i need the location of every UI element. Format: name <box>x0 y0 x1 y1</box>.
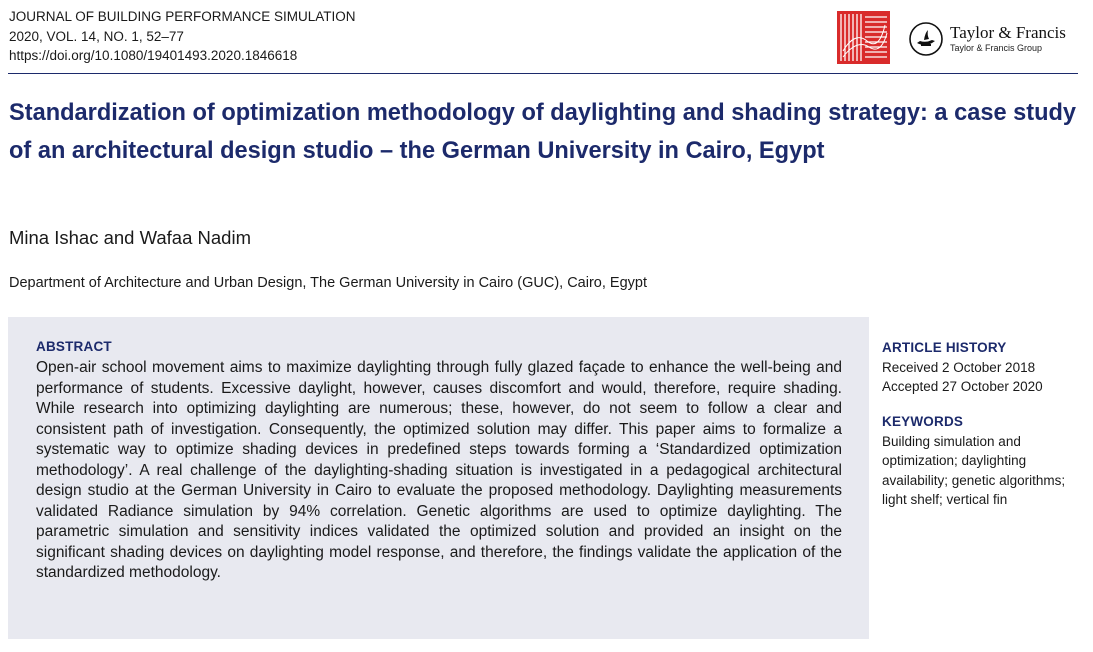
journal-meta <box>9 7 356 66</box>
journal-crest-icon <box>837 11 890 64</box>
journal-volume: 2020, VOL. 14, NO. 1, 52–77 <box>9 28 184 44</box>
affiliation: Department of Architecture and Urban Design, The German University in Cairo (GUC), Cairo, Egypt <box>9 275 647 291</box>
journal-name: JOURNAL OF BUILDING PERFORMANCE SIMULATION <box>9 9 356 24</box>
accepted-date: Accepted 27 October 2020 <box>882 379 1043 394</box>
abstract-text: Open-air school movement aims to maximize daylighting through fully glazed façade to enhance the well-being and performance of students. Excessive daylight, however, causes discomfort and would, therefore, require shading. While research into optimizing daylighting are numerous; these, however, do not seem to follow a clear and consistent path of investigation. Consequently, the optimized solution may differ. This paper aims to formalize a systematic way to optimize shading devices in predefined steps towards forming a ‘Standardized optimization methodology’. A real challenge of the daylighting-shading situation is investigated in a pedagogical architectural design studio at the German University in Cairo to evaluate the proposed methodology. Daylighting measurements validated Radiance simulation by 94% correlation. Genetic algorithms are used to optimize daylighting. The parametric simulation and sensitivity indices validated the optimized solution and provided an insight on the significant shading devices on daylighting model response, and therefore, the findings validate the application of the standardized methodology. <box>36 359 842 581</box>
keywords-heading: KEYWORDS <box>882 414 964 429</box>
doi-link[interactable]: https://doi.org/10.1080/19401493.2020.1846618 <box>9 48 298 63</box>
abstract-heading: ABSTRACT <box>36 339 112 354</box>
received-date: Received 2 October 2018 <box>882 359 1036 375</box>
article-title: Standardization of optimization methodology of daylighting and shading strategy: a case study of an architectural design studio – the German University in Cairo, Egypt <box>9 100 1077 164</box>
publisher-group: Taylor & Francis Group <box>950 43 1043 53</box>
keywords <box>882 412 1087 510</box>
article-history-heading: ARTICLE HISTORY <box>882 340 1007 355</box>
header-divider <box>8 73 1078 74</box>
keywords-text: Building simulation and optimization; daylighting availability; genetic algorithms; light shelf; vertical fin <box>882 433 1066 507</box>
publisher-name: Taylor & Francis <box>950 23 1066 42</box>
publisher-logo <box>909 22 1066 56</box>
taylor-francis-lamp-icon <box>909 22 943 56</box>
abstract-box <box>8 317 869 639</box>
article-history <box>882 338 1087 397</box>
authors: Mina Ishac and Wafaa Nadim <box>9 227 251 248</box>
